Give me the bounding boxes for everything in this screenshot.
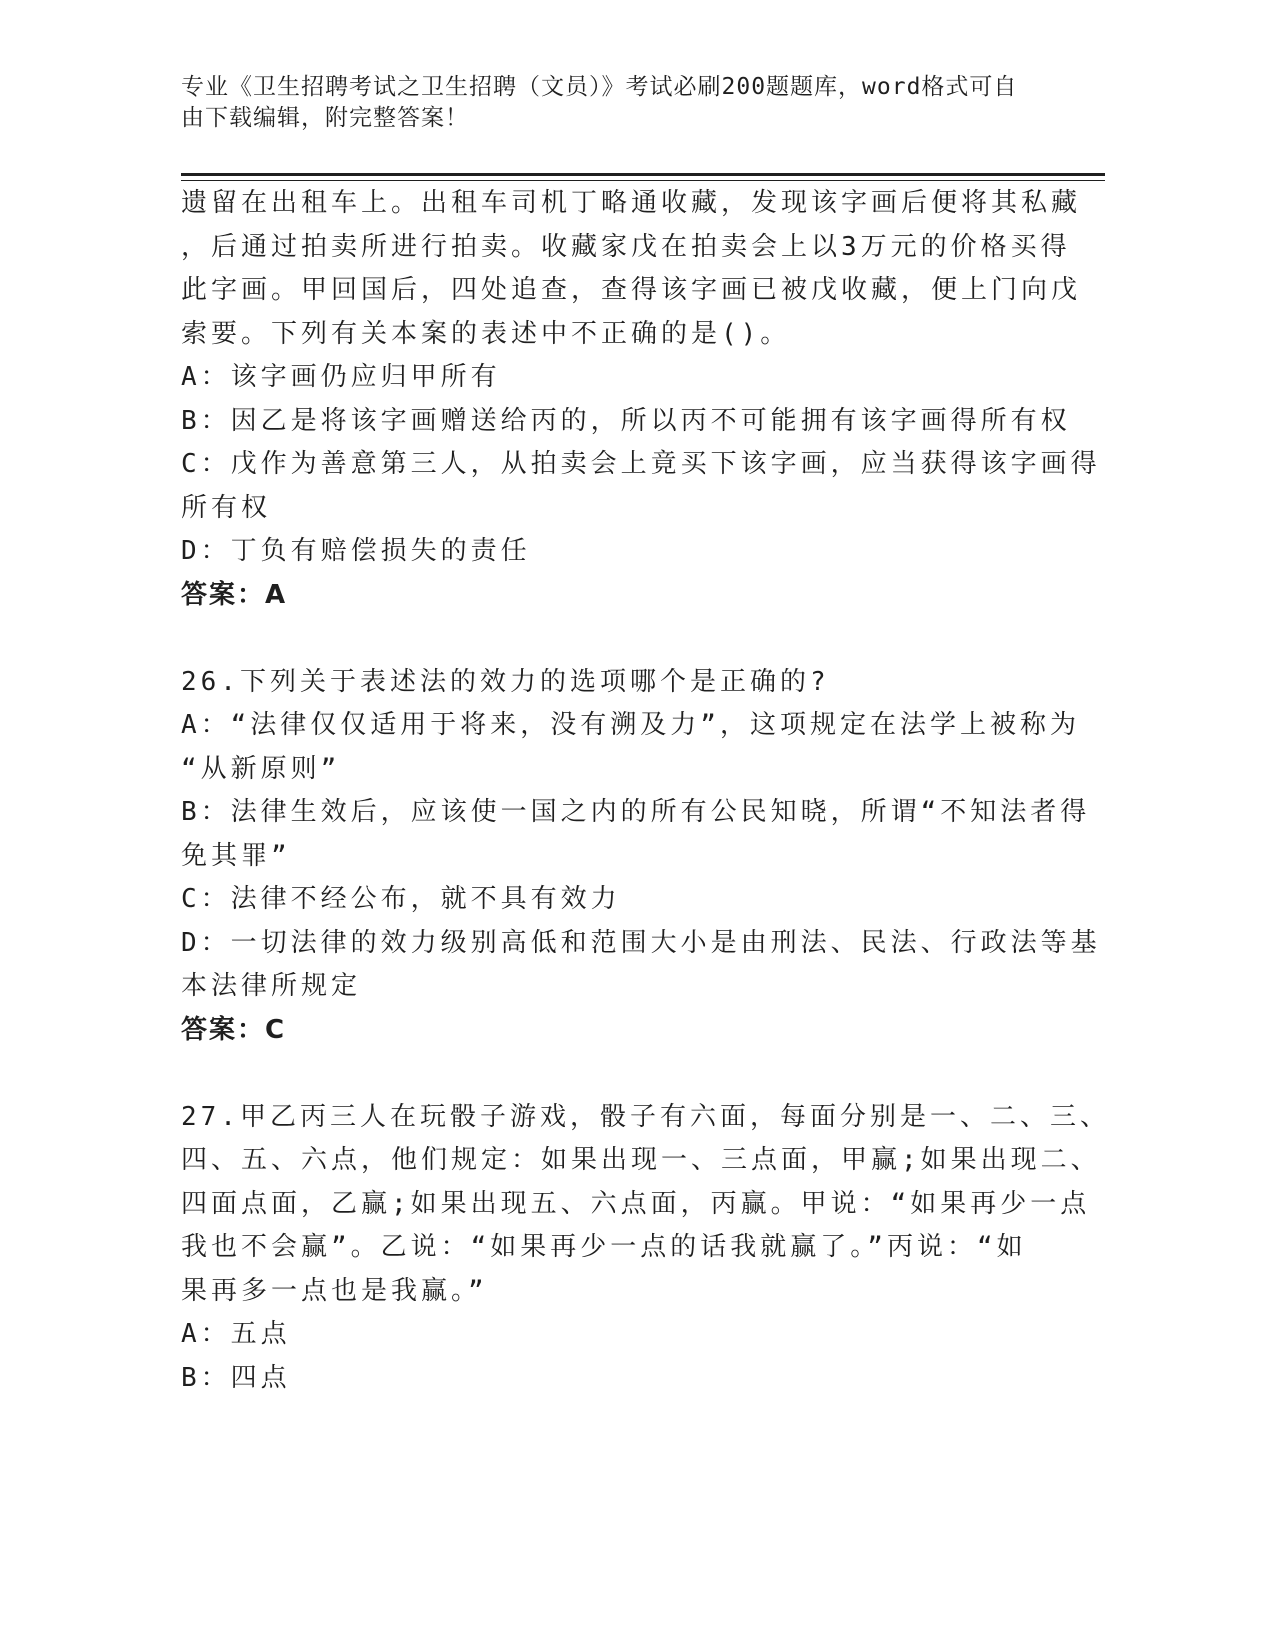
question-25-text-line: 索要。下列有关本案的表述中不正确的是()。 — [181, 318, 791, 349]
question-25-option-b: B：因乙是将该字画赠送给丙的，所以丙不可能拥有该字画得所有权 — [181, 405, 1071, 436]
header-divider-thin — [181, 180, 1105, 181]
question-26-option-c: C：法律不经公布，就不具有效力 — [181, 884, 621, 914]
question-25-answer: 答案：A — [181, 579, 288, 610]
question-26-block — [181, 661, 1101, 1053]
question-25-option-c: C：戊作为善意第三人，从拍卖会上竟买下该字画，应当获得该字画得 — [181, 449, 1101, 479]
question-spacer — [181, 1052, 1041, 1096]
question-26-answer: 答案：C — [181, 1014, 287, 1045]
question-26-text: 26.下列关于表述法的效力的选项哪个是正确的? — [181, 666, 830, 697]
question-26-option-b-continued: 免其罪” — [181, 840, 291, 871]
question-27-text-line: 果再多一点也是我赢。” — [181, 1275, 488, 1306]
question-26-option-a-continued: “从新原则” — [181, 753, 341, 784]
question-25-option-a: A：该字画仍应归甲所有 — [181, 362, 501, 392]
page-header — [181, 72, 1041, 134]
question-25-text-line: 遗留在出租车上。出租车司机丁略通收藏，发现该字画后便将其私藏 — [181, 188, 1082, 218]
question-25-option-c-continued: 所有权 — [181, 492, 272, 523]
question-25-option-d: D：丁负有赔偿损失的责任 — [181, 536, 531, 566]
question-27-text-line: 我也不会赢”。乙说：“如果再少一点的话我就赢了。”丙说：“如 — [181, 1232, 1027, 1262]
question-26-option-b: B：法律生效后，应该使一国之内的所有公民知晓，所谓“不知法者得 — [181, 797, 1091, 827]
question-25-block — [181, 182, 1101, 617]
header-divider-thick — [181, 173, 1105, 176]
header-title-line-1: 专业《卫生招聘考试之卫生招聘（文员）》考试必刷200题题库，word格式可自 — [181, 74, 1018, 100]
question-25-text-line: 此字画。甲回国后，四处追查，查得该字画已被戊收藏，便上门向戊 — [181, 275, 1082, 305]
question-27-block — [181, 1096, 1110, 1401]
question-26-option-a: A：“法律仅仅适用于将来，没有溯及力”，这项规定在法学上被称为 — [181, 710, 1080, 740]
question-27-text-line: 四、五、六点，他们规定：如果出现一、三点面，甲赢;如果出现二、 — [181, 1145, 1101, 1175]
question-26-option-d: D：一切法律的效力级别高低和范围大小是由刑法、民法、行政法等基 — [181, 927, 1101, 958]
question-27-option-b: B：四点 — [181, 1362, 291, 1393]
question-27-text-line: 27.甲乙丙三人在玩骰子游戏，骰子有六面，每面分别是一、二、三、 — [181, 1101, 1110, 1132]
question-spacer — [181, 617, 1041, 661]
question-25-text-line: ，后通过拍卖所进行拍卖。收藏家戊在拍卖会上以3万元的价格买得 — [181, 231, 1071, 262]
header-title-line-2: 由下载编辑，附完整答案！ — [181, 105, 469, 131]
question-26-option-d-continued: 本法律所规定 — [181, 971, 362, 1001]
question-27-option-a: A：五点 — [181, 1319, 291, 1349]
question-content — [181, 182, 1110, 1400]
question-27-text-line: 四面点面，乙赢;如果出现五、六点面，丙赢。甲说：“如果再少一点 — [181, 1188, 1091, 1219]
